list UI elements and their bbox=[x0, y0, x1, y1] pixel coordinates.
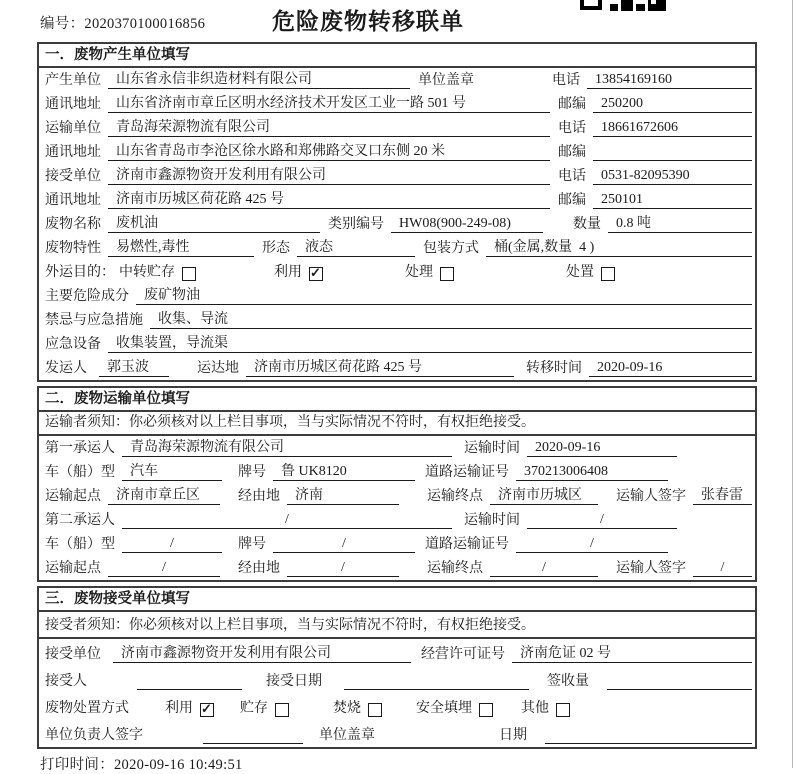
field-value: 山东省永信非织造材料有限公司 bbox=[108, 68, 410, 89]
form-row bbox=[39, 212, 755, 236]
form-row bbox=[39, 532, 755, 556]
field-value: 张春雷 bbox=[693, 484, 752, 505]
page-title: 危险废物转移联单 bbox=[272, 8, 464, 34]
form-row bbox=[39, 693, 755, 720]
field-label: 运输终点 bbox=[427, 561, 483, 576]
section-1 bbox=[37, 42, 757, 382]
field-label: 签收量 bbox=[547, 674, 589, 689]
form-row bbox=[39, 260, 755, 284]
field-label: 通讯地址 bbox=[45, 193, 101, 208]
field-label: 第一承运人 bbox=[45, 441, 115, 456]
print-time bbox=[40, 753, 796, 774]
checkbox-unchecked-icon bbox=[479, 703, 493, 717]
field-label: 外运目的： bbox=[45, 265, 115, 280]
field-label: 运输人签字 bbox=[616, 489, 686, 504]
section-2 bbox=[37, 386, 757, 582]
field-label: 接受日期 bbox=[266, 674, 322, 689]
field-label: 接受人 bbox=[45, 674, 87, 689]
checkbox-group bbox=[333, 697, 382, 717]
qr-code-icon bbox=[580, 0, 680, 11]
field-value: / bbox=[122, 536, 222, 553]
form-row bbox=[39, 332, 755, 356]
form-row bbox=[39, 68, 755, 92]
form-row bbox=[39, 92, 755, 116]
checkbox-label: 焚烧 bbox=[333, 701, 361, 716]
form-row bbox=[39, 164, 755, 188]
field-value: 济南市历城区荷花路 425 号 bbox=[246, 356, 514, 377]
field-value: 13854169160 bbox=[587, 72, 752, 89]
checkbox-label: 中转贮存 bbox=[119, 265, 175, 280]
field-label: 运输人签字 bbox=[616, 561, 686, 576]
checkbox-unchecked-icon bbox=[440, 267, 454, 281]
checkbox-unchecked-icon bbox=[275, 703, 289, 717]
field-label: 主要危险成分 bbox=[45, 289, 129, 304]
checkbox-checked-icon bbox=[309, 267, 323, 281]
field-value bbox=[607, 673, 752, 690]
field-value: 济南市鑫源物资开发利用有限公司 bbox=[113, 642, 411, 663]
form-row bbox=[39, 508, 755, 532]
field-value: 山东省青岛市李沧区徐水路和郑佛路交叉口东侧 20 米 bbox=[108, 140, 550, 161]
field-label: 应急设备 bbox=[45, 337, 101, 352]
checkbox-group bbox=[240, 697, 289, 717]
field-value: / bbox=[490, 560, 598, 577]
form-row bbox=[39, 460, 755, 484]
form-row bbox=[39, 556, 755, 580]
field-value: 济南市历城区荷花路 425 号 bbox=[108, 188, 550, 209]
field-label: 废物特性 bbox=[45, 241, 101, 256]
checkbox-label: 其他 bbox=[521, 701, 549, 716]
field-value: 山东省济南市章丘区明水经济技术开发区工业一路 501 号 bbox=[108, 92, 550, 113]
checkbox-label: 处置 bbox=[566, 265, 594, 280]
field-label: 经由地 bbox=[238, 561, 280, 576]
field-value: 汽车 bbox=[122, 460, 222, 481]
field-label: 邮编 bbox=[558, 193, 586, 208]
checkbox-unchecked-icon bbox=[556, 703, 570, 717]
form-row bbox=[39, 412, 755, 436]
form-row bbox=[39, 436, 755, 460]
field-label: 包装方式 bbox=[423, 241, 479, 256]
print-time-value: 2020-09-16 10:49:51 bbox=[114, 757, 243, 773]
checkbox-label: 处理 bbox=[405, 265, 433, 280]
checkbox-label: 贮存 bbox=[240, 701, 268, 716]
field-label: 运输起点 bbox=[45, 561, 101, 576]
field-value: / bbox=[122, 512, 452, 529]
field-value: 郭玉波 bbox=[99, 356, 169, 377]
field-value bbox=[344, 673, 529, 690]
checkbox-label: 利用 bbox=[165, 701, 193, 716]
section-3 bbox=[37, 586, 757, 749]
field-label: 电话 bbox=[558, 169, 586, 184]
checkbox-unchecked-icon bbox=[368, 703, 382, 717]
field-value bbox=[593, 144, 752, 161]
form-row bbox=[39, 666, 755, 693]
field-value: / bbox=[516, 536, 668, 553]
field-value: 18661672606 bbox=[593, 120, 752, 137]
field-value: / bbox=[527, 512, 677, 529]
field-value: 废矿物油 bbox=[136, 284, 752, 305]
checkbox-group bbox=[521, 697, 570, 717]
field-value: 青岛海荣源物流有限公司 bbox=[122, 436, 452, 457]
field-label: 运输单位 bbox=[45, 121, 101, 136]
field-value: 桶(金属,数量 4 ) bbox=[486, 236, 752, 257]
field-label: 类别编号 bbox=[328, 217, 384, 232]
field-label: 邮编 bbox=[558, 145, 586, 160]
document-header bbox=[0, 0, 796, 42]
print-time-label: 打印时间： bbox=[40, 757, 114, 773]
field-value: / bbox=[273, 536, 415, 553]
field-value: 济南危证 02 号 bbox=[512, 642, 752, 663]
checkbox-group bbox=[405, 261, 454, 281]
field-value bbox=[137, 673, 242, 690]
checkbox-group bbox=[165, 697, 214, 717]
form-row bbox=[39, 116, 755, 140]
form-row bbox=[39, 484, 755, 508]
form-row bbox=[39, 308, 755, 332]
field-value: 0531-82095390 bbox=[593, 168, 752, 185]
field-label: 第二承运人 bbox=[45, 513, 115, 528]
field-label: 形态 bbox=[262, 241, 290, 256]
field-label: 车（船）型 bbox=[45, 537, 115, 552]
field-label: 禁忌与应急措施 bbox=[45, 313, 143, 328]
field-label: 道路运输证号 bbox=[425, 465, 509, 480]
notice-text: 运输者须知：你必须核对以上栏目事项，当与实际情况不符时，有权拒绝接受。 bbox=[45, 415, 535, 430]
checkbox-group bbox=[119, 261, 196, 281]
form-row bbox=[39, 639, 755, 666]
field-label: 废物名称 bbox=[45, 217, 101, 232]
field-label: 通讯地址 bbox=[45, 97, 101, 112]
field-label: 单位盖章 bbox=[418, 73, 474, 88]
form-row bbox=[39, 140, 755, 164]
field-value: 鲁 UK8120 bbox=[273, 460, 415, 481]
field-value: / bbox=[287, 560, 399, 577]
form-row bbox=[39, 284, 755, 308]
field-value: 液态 bbox=[297, 236, 415, 257]
checkbox-group bbox=[274, 261, 323, 281]
field-label: 废物处置方式 bbox=[45, 701, 129, 716]
form-row bbox=[39, 356, 755, 380]
field-value: 收集、导流 bbox=[150, 308, 752, 329]
notice-text: 接受者须知：你必须核对以上栏目事项，当与实际情况不符时，有权拒绝接受。 bbox=[45, 618, 535, 633]
field-label: 运输时间 bbox=[464, 441, 520, 456]
field-value: 2020-09-16 bbox=[527, 440, 677, 457]
field-value: 250200 bbox=[593, 96, 752, 113]
checkbox-unchecked-icon bbox=[182, 267, 196, 281]
checkbox-group bbox=[416, 697, 493, 717]
field-value: 济南 bbox=[287, 484, 399, 505]
field-label: 经由地 bbox=[238, 489, 280, 504]
field-label: 接受单位 bbox=[45, 169, 101, 184]
field-value: 0.8 吨 bbox=[608, 212, 752, 233]
field-label: 邮编 bbox=[558, 97, 586, 112]
field-label: 运输终点 bbox=[427, 489, 483, 504]
field-label: 单位负责人签字 bbox=[45, 728, 143, 743]
field-label: 运输时间 bbox=[464, 513, 520, 528]
field-value: / bbox=[108, 560, 220, 577]
field-value: 青岛海荣源物流有限公司 bbox=[108, 116, 550, 137]
field-value: 易燃性,毒性 bbox=[108, 236, 254, 257]
field-label: 接受单位 bbox=[45, 647, 101, 662]
field-label: 单位盖章 bbox=[319, 728, 375, 743]
field-label: 转移时间 bbox=[526, 361, 582, 376]
field-label: 经营许可证号 bbox=[421, 647, 505, 662]
field-value: HW08(900-249-08) bbox=[391, 216, 543, 233]
form-row bbox=[39, 236, 755, 260]
field-value: 济南市历城区 bbox=[490, 484, 598, 505]
field-value bbox=[203, 727, 303, 744]
field-label: 发运人 bbox=[45, 361, 87, 376]
field-label: 运输起点 bbox=[45, 489, 101, 504]
section-3-title: 三．废物接受单位填写 bbox=[39, 588, 755, 612]
field-value: / bbox=[693, 560, 752, 577]
checkbox-checked-icon bbox=[200, 703, 214, 717]
document-number-label: 编号： bbox=[40, 16, 85, 32]
field-label: 电话 bbox=[558, 121, 586, 136]
field-value: 废机油 bbox=[108, 212, 320, 233]
section-1-title: 一．废物产生单位填写 bbox=[39, 44, 755, 68]
checkbox-label: 安全填埋 bbox=[416, 701, 472, 716]
field-label: 牌号 bbox=[238, 537, 266, 552]
field-value: 济南市章丘区 bbox=[108, 484, 220, 505]
checkbox-unchecked-icon bbox=[601, 267, 615, 281]
field-label: 通讯地址 bbox=[45, 145, 101, 160]
field-value: 250101 bbox=[593, 192, 752, 209]
form-sections bbox=[37, 42, 757, 749]
field-value: 370213006408 bbox=[516, 464, 668, 481]
form-row bbox=[39, 612, 755, 639]
field-label: 牌号 bbox=[238, 465, 266, 480]
field-value: 济南市鑫源物资开发利用有限公司 bbox=[108, 164, 550, 185]
field-value bbox=[545, 727, 752, 744]
field-label: 道路运输证号 bbox=[425, 537, 509, 552]
field-label: 电话 bbox=[552, 73, 580, 88]
section-2-title: 二．废物运输单位填写 bbox=[39, 388, 755, 412]
checkbox-label: 利用 bbox=[274, 265, 302, 280]
document-number-value: 2020370100016856 bbox=[84, 16, 206, 32]
field-label: 产生单位 bbox=[45, 73, 101, 88]
form-row bbox=[39, 720, 755, 747]
field-value: 收集装置，导流渠 bbox=[108, 332, 752, 353]
field-label: 运达地 bbox=[197, 361, 239, 376]
checkbox-group bbox=[566, 261, 615, 281]
field-label: 日期 bbox=[499, 728, 527, 743]
field-label: 数量 bbox=[573, 217, 601, 232]
form-row bbox=[39, 188, 755, 212]
page-edge-divider bbox=[792, 0, 793, 768]
field-label: 车（船）型 bbox=[45, 465, 115, 480]
field-value: 2020-09-16 bbox=[589, 360, 752, 377]
